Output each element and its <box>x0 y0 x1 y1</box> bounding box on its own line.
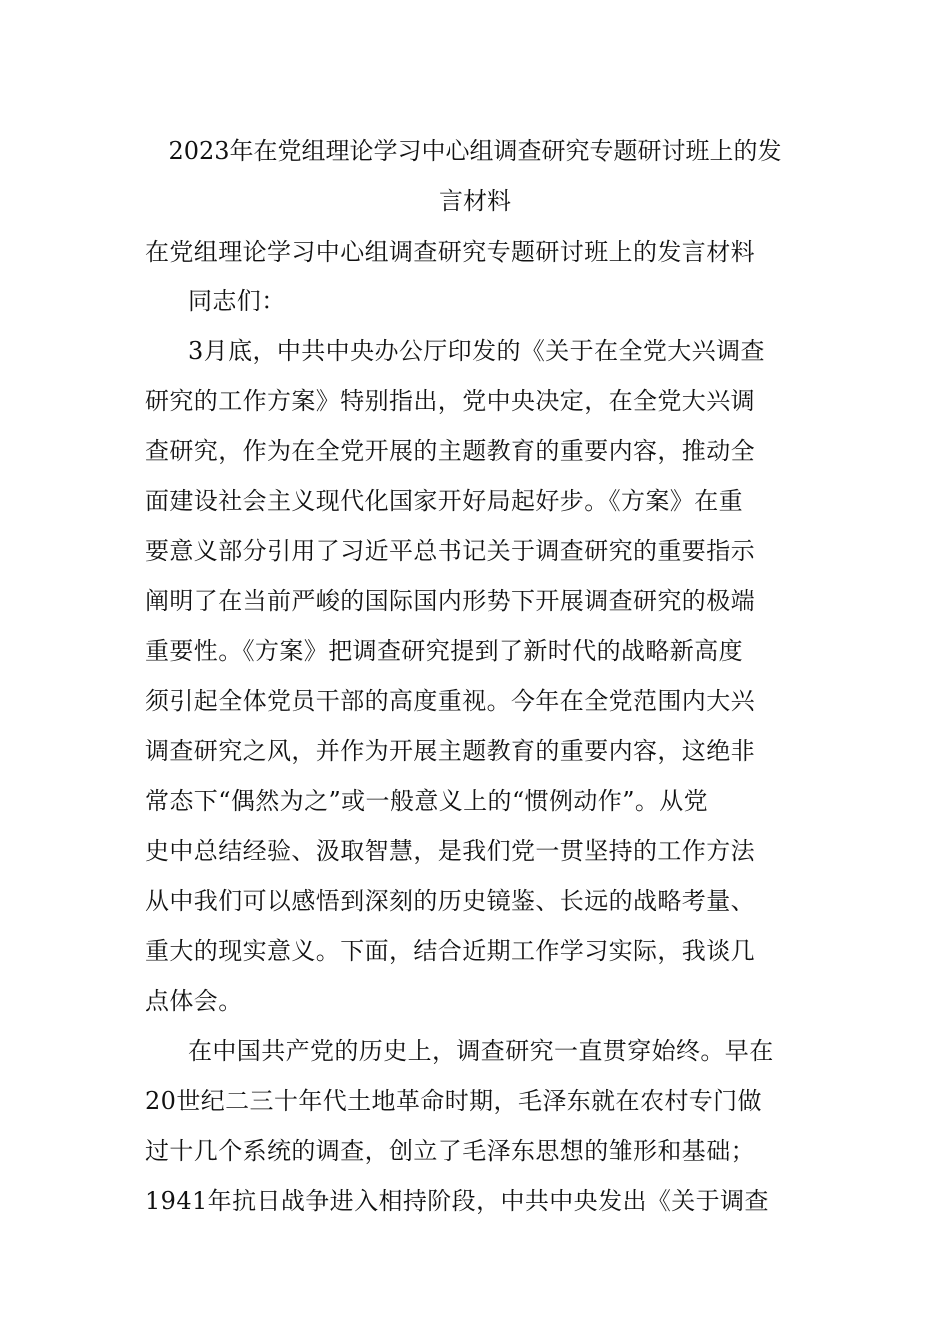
paragraph-line: 调查研究之风，并作为开展主题教育的重要内容，这绝非 <box>145 737 755 765</box>
paragraph-line: 阐明了在当前严峻的国际国内形势下开展调查研究的极端 <box>145 587 755 615</box>
paragraph-line: 点体会。 <box>145 987 243 1015</box>
paragraph-line: 20世纪二三十年代土地革命时期，毛泽东就在农村专门做 <box>145 1087 762 1115</box>
document-title-line-1: 2023年在党组理论学习中心组调查研究专题研讨班上的发 <box>168 137 782 165</box>
document-title-line-2: 言材料 <box>439 187 511 215</box>
paragraph-line: 常态下“偶然为之”或一般意义上的“惯例动作”。从党 <box>145 787 709 815</box>
paragraph-line: 史中总结经验、汲取智慧，是我们党一贯坚持的工作方法 <box>145 837 755 865</box>
paragraph-line: 过十几个系统的调查，创立了毛泽东思想的雏形和基础； <box>145 1137 755 1165</box>
document-subtitle: 在党组理论学习中心组调查研究专题研讨班上的发言材料 <box>145 238 755 266</box>
paragraph-line: 查研究，作为在全党开展的主题教育的重要内容，推动全 <box>145 437 755 465</box>
paragraph-line: 在中国共产党的历史上，调查研究一直贯穿始终。早在 <box>188 1037 774 1065</box>
paragraph-line: 面建设社会主义现代化国家开好局起好步。《方案》在重 <box>145 487 743 515</box>
paragraph-line: 重要性。《方案》把调查研究提到了新时代的战略新高度 <box>145 637 743 665</box>
paragraph-line: 研究的工作方案》特别指出，党中央决定，在全党大兴调 <box>145 387 755 415</box>
paragraph-line: 3月底，中共中央办公厅印发的《关于在全党大兴调查 <box>188 337 765 365</box>
paragraph-line: 重大的现实意义。下面，结合近期工作学习实际，我谈几 <box>145 937 755 965</box>
salutation: 同志们： <box>188 287 286 315</box>
paragraph-line: 从中我们可以感悟到深刻的历史镜鉴、长远的战略考量、 <box>145 887 755 915</box>
paragraph-line: 要意义部分引用了习近平总书记关于调查研究的重要指示 <box>145 537 755 565</box>
paragraph-line: 1941年抗日战争进入相持阶段，中共中央发出《关于调查 <box>145 1187 769 1215</box>
paragraph-line: 须引起全体党员干部的高度重视。今年在全党范围内大兴 <box>145 687 755 715</box>
